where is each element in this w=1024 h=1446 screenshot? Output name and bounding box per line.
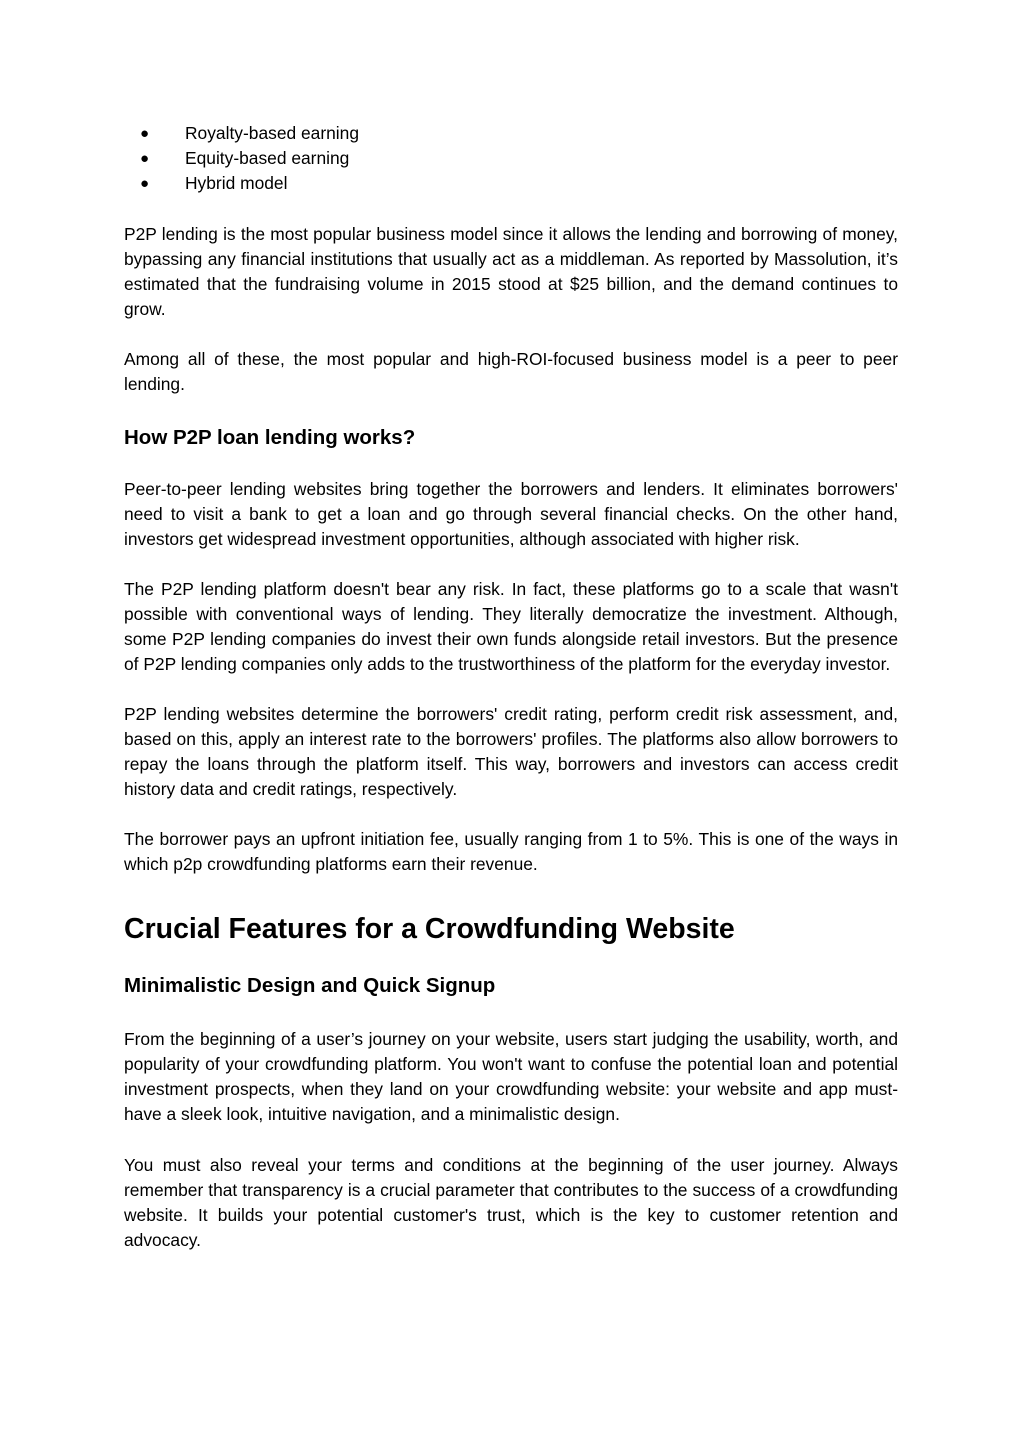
list-item-text: Hybrid model — [185, 173, 288, 193]
paragraph-terms: You must also reveal your terms and conditions at the beginning of the user journey. Always remember that transparency is a crucial parameter that contributes to the success of a crowdfunding website. It builds your potential customer's trust, which is the key to customer retention and advocacy. — [124, 1155, 898, 1250]
bullet-icon: ● — [140, 150, 150, 167]
list-item — [124, 171, 898, 196]
list-item-text: Royalty-based earning — [185, 123, 360, 143]
heading-crucial-features: Crucial Features for a Crowdfunding Website — [124, 913, 735, 945]
list-item — [124, 121, 898, 146]
business-model-list — [124, 121, 898, 196]
list-item-text: Equity-based earning — [185, 148, 350, 168]
paragraph-credit-rating: P2P lending websites determine the borrowers' credit rating, perform credit risk assessment, and, based on this, apply an interest rate to the borrowers' profiles. The platforms also allow borrowers to repay the loans through the platform itself. This way, borrowers and investors can access credit history data and credit ratings, respectively. — [124, 704, 898, 799]
paragraph-among-all: Among all of these, the most popular and high-ROI-focused business model is a peer to peer lending. — [124, 349, 898, 394]
paragraph-platform-risk: The P2P lending platform doesn't bear any risk. In fact, these platforms go to a scale that wasn't possible with conventional ways of lending. They literally democratize the investment. Although, some P2P lending companies do invest their own funds alongside retail investors. But the presence of P2P lending companies only adds to the trustworthiness of the platform for the everyday investor. — [124, 579, 898, 674]
bullet-icon: ● — [140, 175, 150, 192]
heading-how-p2p-works: How P2P loan lending works? — [124, 426, 416, 449]
paragraph-upfront-fee: The borrower pays an upfront initiation fee, usually ranging from 1 to 5%. This is one of the ways in which p2p crowdfunding platforms earn their revenue. — [124, 829, 898, 874]
bullet-icon: ● — [140, 125, 150, 142]
heading-minimalistic-design: Minimalistic Design and Quick Signup — [124, 974, 496, 997]
paragraph-p2p-popular: P2P lending is the most popular business model since it allows the lending and borrowing of money, bypassing any financial institutions that usually act as a middleman. As reported by Massolution, it’s estimated that the fundraising volume in 2015 stood at $25 billion, and the demand continues to grow. — [124, 224, 898, 319]
paragraph-peer-websites: Peer-to-peer lending websites bring together the borrowers and lenders. It eliminates borrowers' need to visit a bank to get a loan and go through several financial checks. On the other hand, investors get widespread investment opportunities, although associated with higher risk. — [124, 479, 898, 549]
list-item — [124, 146, 898, 171]
document-page — [124, 121, 898, 1253]
paragraph-user-journey: From the beginning of a user’s journey on your website, users start judging the usability, worth, and popularity of your crowdfunding platform. You won't want to confuse the potential loan and potential investment prospects, when they land on your crowdfunding website: your website and app must-have a sleek look, intuitive navigation, and a minimalistic design. — [124, 1029, 898, 1124]
